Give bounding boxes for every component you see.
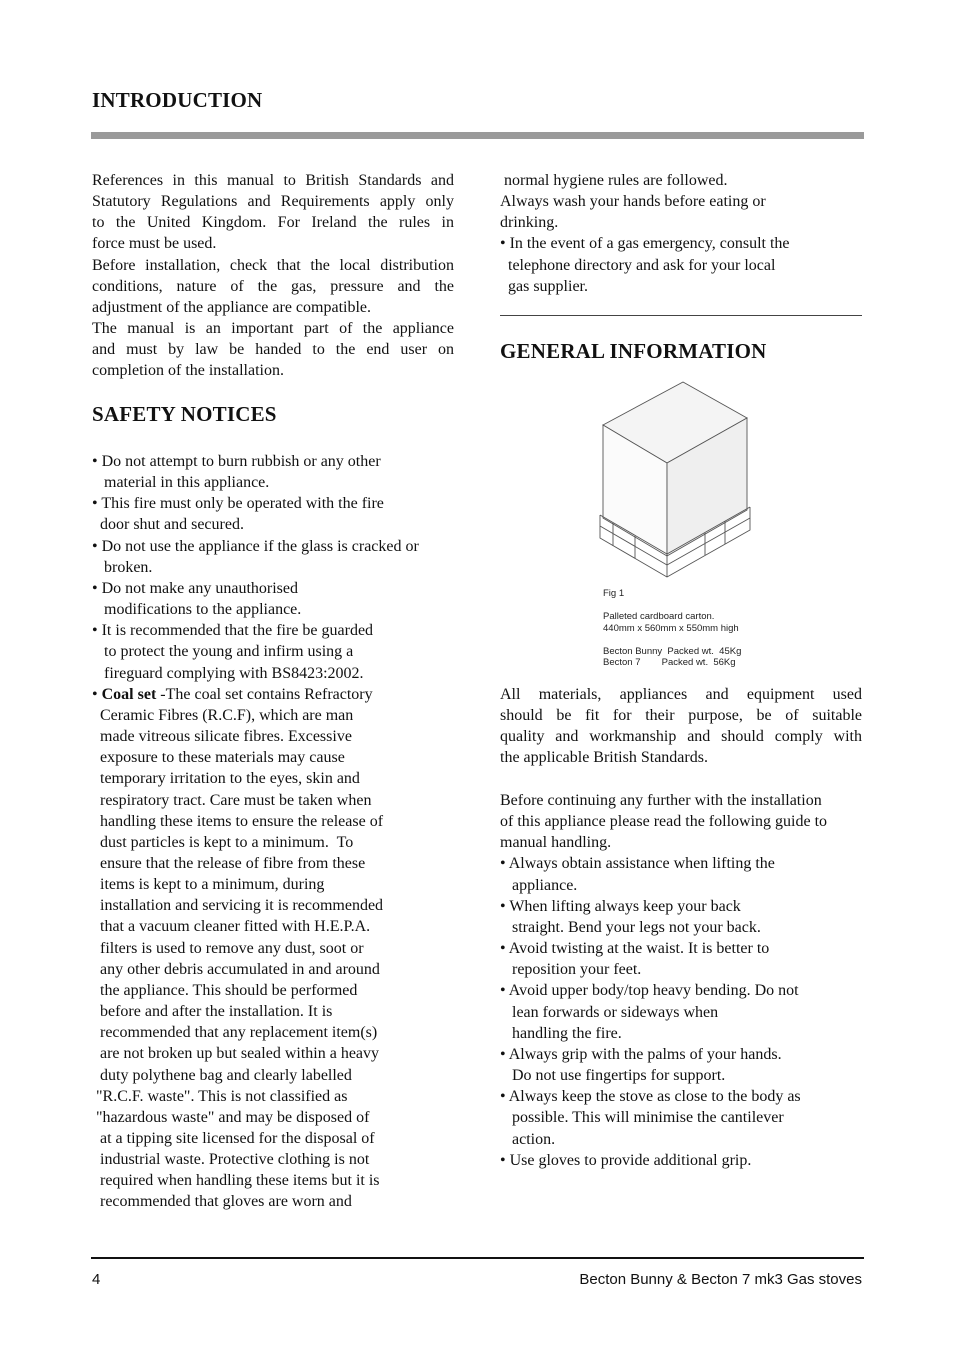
list-item: possible. This will minimise the cantilever [500,1109,784,1127]
list-item: made vitreous silicate fibres. Excessive [92,728,352,746]
list-item: door shut and secured. [92,516,244,534]
figure-line [603,634,741,646]
list-item: any other debris accumulated in and around [92,960,380,978]
text-line: Statutory Regulations and Requirements apply only [92,193,454,211]
figure-caption: Fig 1 [603,588,625,599]
list-item: respiratory tract. Care must be taken when [92,791,372,809]
list-item: • Do not use the appliance if the glass is cracked or [92,537,419,555]
list-item: • Use gloves to provide additional grip. [500,1151,752,1169]
bullet: • [92,685,102,703]
list-item: fireguard complying with BS8423:2002. [92,664,364,682]
list-item: appliance. [500,876,578,894]
figure-description [603,611,741,669]
list-item: "hazardous waste" and may be disposed of [92,1108,370,1126]
figure-line: Becton 7 Packed wt. 56Kg [603,657,736,668]
list-item: handling these items to ensure the release of [92,812,384,830]
page-title: INTRODUCTION [92,88,263,112]
list-item: required when handling these items but it is [92,1172,380,1190]
text-line: Always wash your hands before eating or [500,193,766,211]
list-item: • Do not attempt to burn rubbish or any other [92,453,381,470]
list-item: recommended that gloves are worn and [92,1193,352,1211]
list-item: modifications to the appliance. [92,601,302,619]
list-item: Ceramic Fibres (R.C.F), which are man [92,706,354,724]
list-item: before and after the installation. It is [92,1003,333,1021]
footer-title: Becton Bunny & Becton 7 mk3 Gas stoves [579,1271,862,1288]
text-line: force must be used. [92,235,217,253]
general-paragraph [500,684,862,769]
list-item: recommended that any replacement item(s) [92,1024,378,1042]
list-item: • It is recommended that the fire be guarded [92,622,374,640]
list-item: duty polythene bag and clearly labelled [92,1066,352,1084]
list-item: gas supplier. [500,277,588,295]
header-divider [91,132,864,139]
text-line: conditions, nature of the gas, pressure and the [92,277,454,295]
list-item: • Always obtain assistance when lifting the [500,855,775,873]
footer-divider [91,1257,864,1259]
list-item: straight. Bend your legs not your back. [500,918,761,936]
palleted-carton-illustration [595,378,765,583]
list-item: that a vacuum cleaner fitted with H.E.P.A. [92,918,371,936]
list-item: industrial waste. Protective clothing is not [92,1151,370,1169]
list-item: items is kept to a minimum, during [92,876,325,894]
list-item: exposure to these materials may cause [92,749,345,767]
section-divider [500,315,862,316]
page-number: 4 [92,1271,101,1288]
text-line: manual handling. [500,834,612,852]
list-item: installation and servicing it is recommended [92,897,384,915]
list-item: telephone directory and ask for your local [500,256,776,274]
text-line: and must by law be handed to the end user on [92,341,454,359]
list-item: • Avoid twisting at the waist. It is better to [500,940,770,958]
list-item: • In the event of a gas emergency, consult the [500,235,790,253]
list-item: ensure that the release of fibre from these [92,854,366,872]
text-line: the applicable British Standards. [500,749,708,767]
manual-handling-list [500,790,870,1171]
section-heading-safety: SAFETY NOTICES [92,402,277,426]
list-item: "R.C.F. waste". This is not classified as [92,1087,348,1105]
text-line: to the United Kingdom. For Ireland the rules in [92,214,454,232]
list-item: the appliance. This should be performed [92,981,358,999]
list-item: material in this appliance. [92,474,270,492]
list-item: reposition your feet. [500,961,642,979]
safety-continuation [500,170,862,297]
list-item: dust particles is kept to a minimum. To [92,833,354,851]
figure-line: Becton Bunny Packed wt. 45Kg [603,645,742,657]
text-line: should be fit for their purpose, be of suitable [500,707,862,725]
text-line: quality and workmanship and should comply with [500,728,862,746]
list-item: at a tipping site licensed for the disposal of [92,1130,375,1147]
list-item: • This fire must only be operated with the fire [92,495,384,513]
list-item: broken. [92,558,153,576]
list-item: to protect the young and infirm using a [92,643,354,661]
intro-paragraph [92,170,454,382]
safety-list [92,451,462,1213]
list-item: • Avoid upper body/top heavy bending. Do not [500,982,799,1000]
list-item: handling the fire. [500,1024,622,1042]
text-line: of this appliance please read the following guide to [500,813,828,831]
list-item-coal-set [92,684,462,705]
list-item: Do not use fingertips for support. [500,1067,726,1085]
section-heading-general: GENERAL INFORMATION [500,339,767,363]
coal-set-label: Coal set [101,685,157,703]
list-item: • Always keep the stove as close to the body as [500,1088,801,1106]
list-item: • When lifting always keep your back [500,897,741,915]
list-item: • Do not make any unauthorised [92,579,298,597]
text-line: Before continuing any further with the installation [500,792,822,809]
text-line: References in this manual to British Standards and [92,172,454,189]
list-item: filters is used to remove any dust, soot or [92,939,364,957]
list-item: are not broken up but sealed within a heavy [92,1045,380,1063]
text-line: The manual is an important part of the appliance [92,320,454,338]
list-item: • Always grip with the palms of your hands. [500,1045,782,1063]
coal-set-text: -The coal set contains Refractory [156,685,373,703]
text-line: normal hygiene rules are followed. [500,172,728,189]
text-line: All materials, appliances and equipment used [500,686,862,703]
figure-line: 440mm x 560mm x 550mm high [603,622,739,634]
figure-line: Palleted cardboard carton. [603,611,715,622]
text-line: completion of the installation. [92,362,284,380]
list-item: action. [500,1130,556,1148]
text-line: adjustment of the appliance are compatible. [92,298,371,316]
list-item: lean forwards or sideways when [500,1003,719,1021]
text-line: Before installation, check that the local distribution [92,256,454,274]
list-item: temporary irritation to the eyes, skin and [92,770,360,788]
text-line: drinking. [500,214,559,232]
